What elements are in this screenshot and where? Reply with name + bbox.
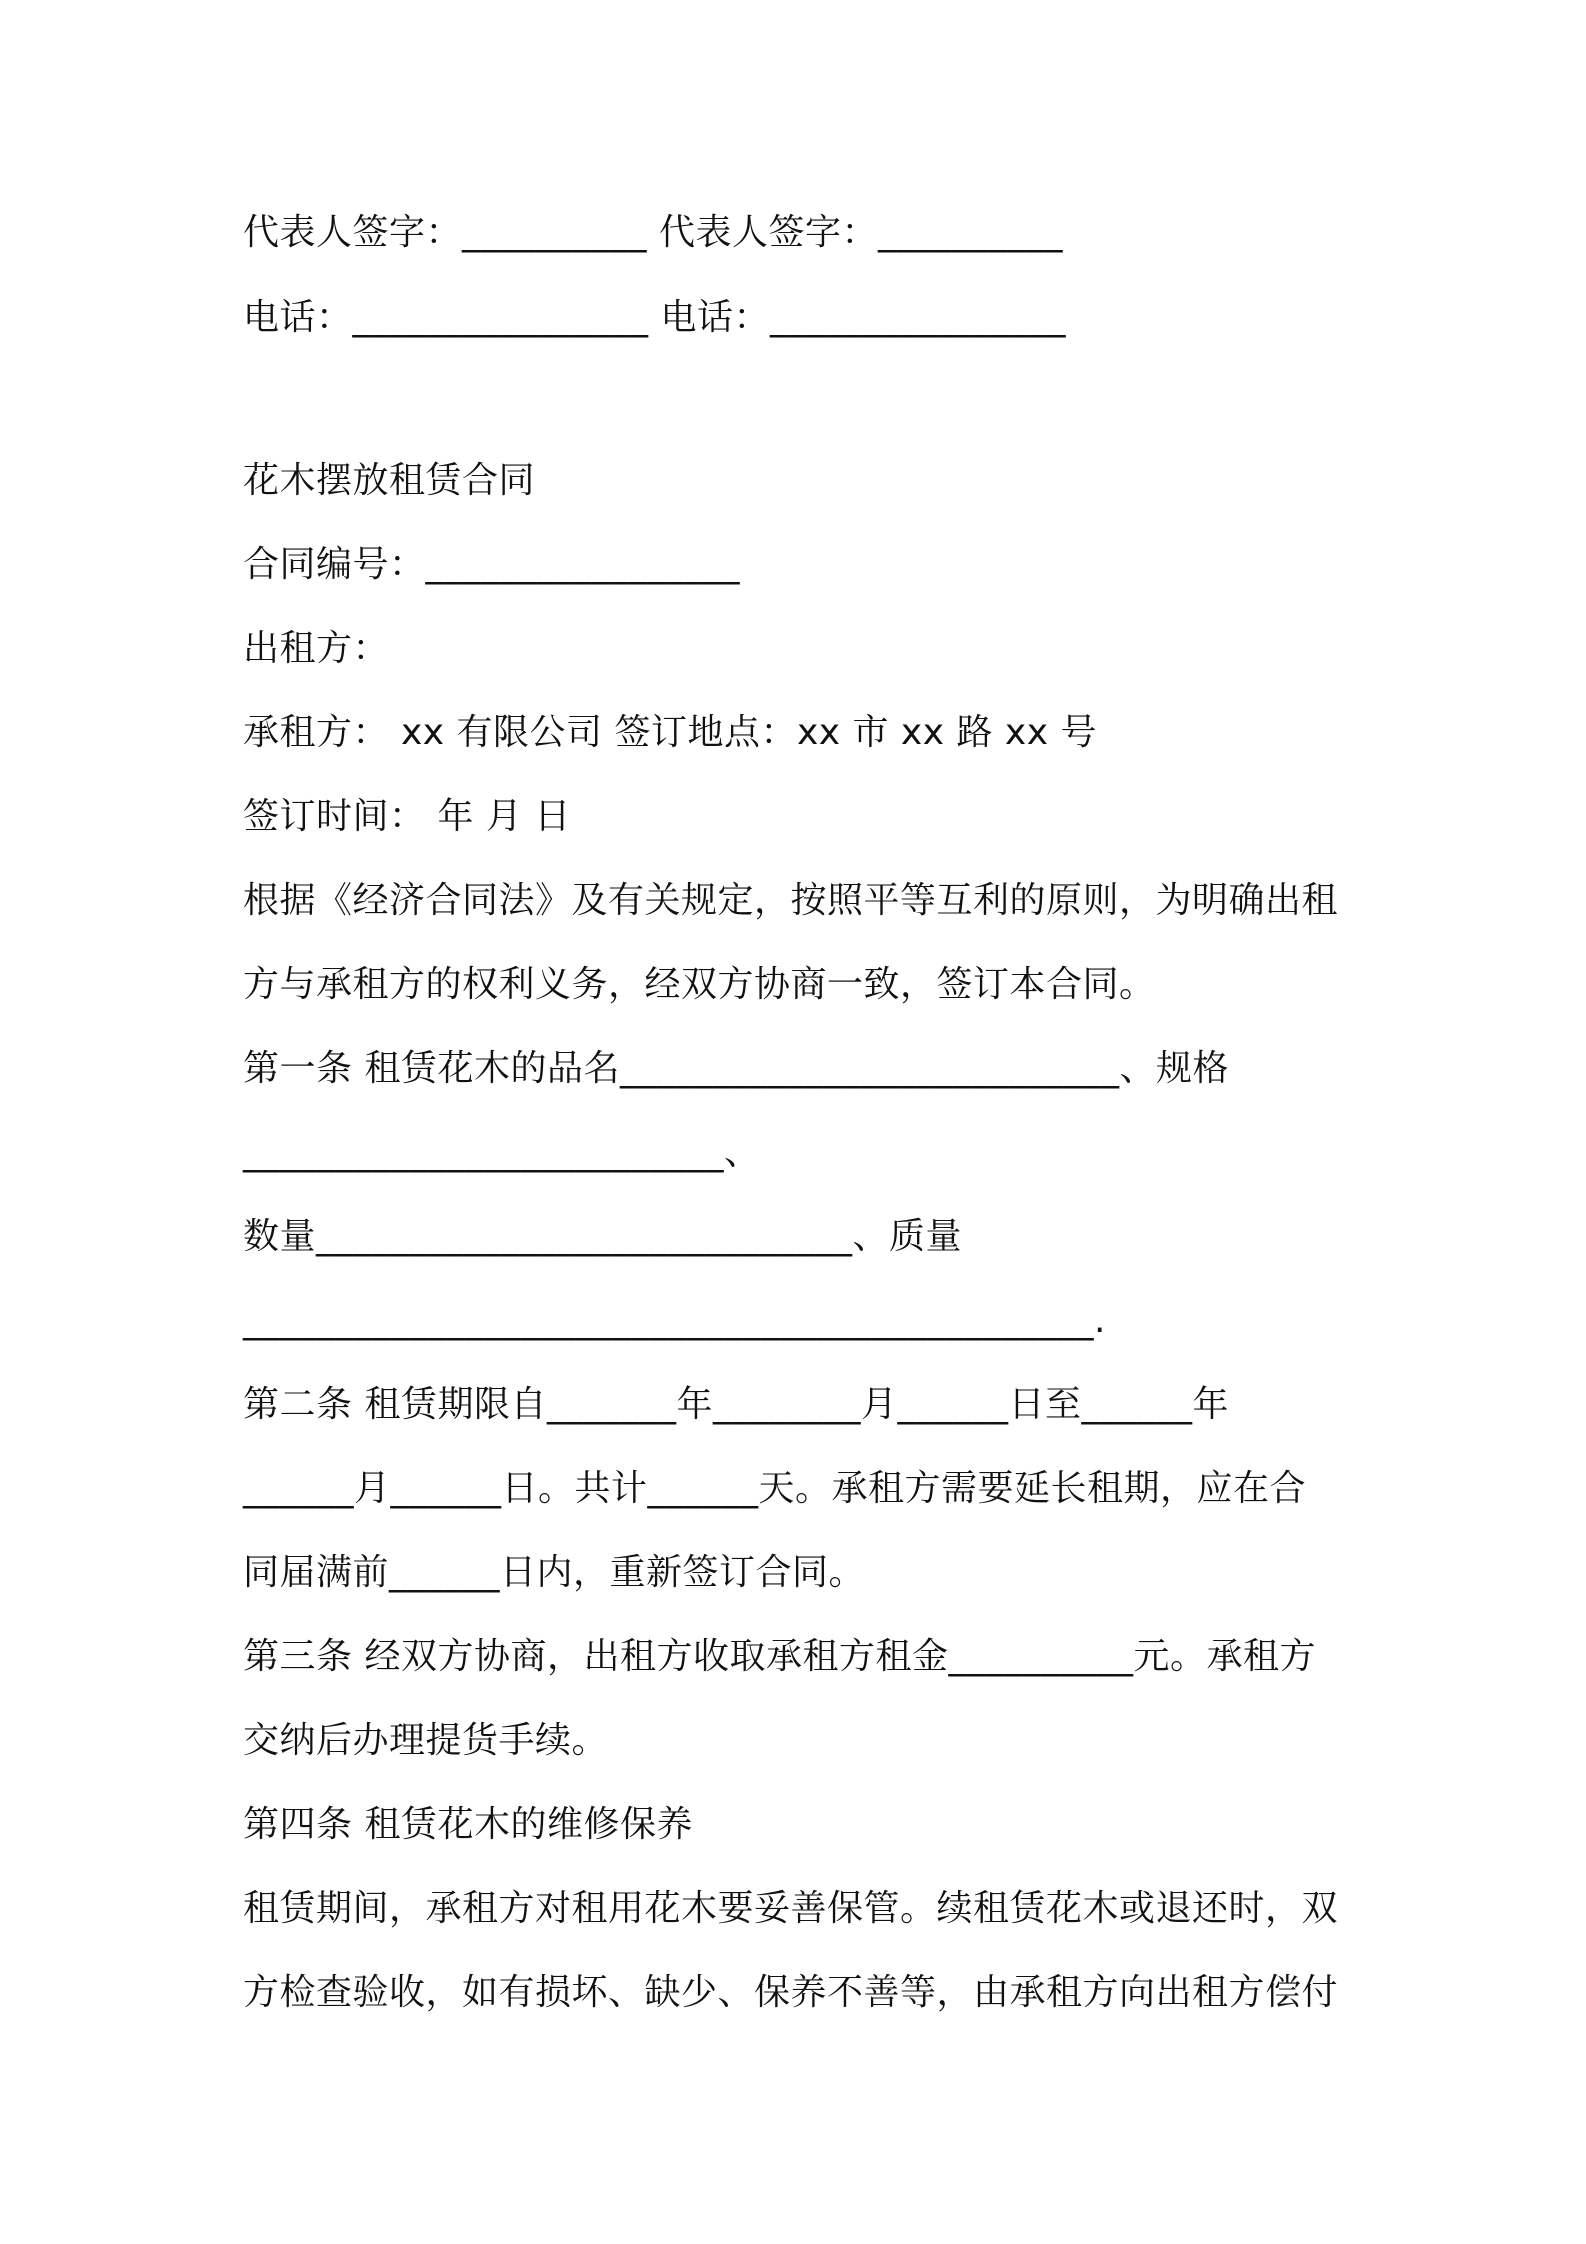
article-3-line-1: 第三条 经双方协商，出租方收取承租方租金__________元。承租方 xyxy=(243,1636,1316,1677)
article-1-line-2: __________________________、 xyxy=(243,1132,761,1173)
article-1-line-1: 第一条 租赁花木的品名___________________________、规格 xyxy=(243,1048,1229,1089)
representative-signature-line: 代表人签字：__________ 代表人签字：__________ xyxy=(243,212,1063,253)
lessee-location-line: 承租方： xx 有限公司 签订地点：xx 市 xx 路 xx 号 xyxy=(243,712,1097,753)
article-1-line-4: ______________________________________________. xyxy=(243,1300,1106,1341)
sign-date-line: 签订时间： 年 月 日 xyxy=(243,796,571,837)
article-2-line-1: 第二条 租赁期限自_______年________月______日至______年 xyxy=(243,1384,1229,1425)
contract-number-line: 合同编号：_________________ xyxy=(243,544,741,585)
article-3-line-2: 交纳后办理提货手续。 xyxy=(243,1720,609,1761)
contract-title: 花木摆放租赁合同 xyxy=(243,460,536,501)
article-4-line-2: 方检查验收，如有损坏、缺少、保养不善等，由承租方向出租方偿付 xyxy=(243,1972,1339,2013)
article-4-heading: 第四条 租赁花木的维修保养 xyxy=(243,1804,693,1845)
preamble-line-2: 方与承租方的权利义务，经双方协商一致，签订本合同。 xyxy=(243,964,1156,1005)
phone-line: 电话：________________ 电话：________________ xyxy=(243,297,1066,338)
article-4-line-1: 租赁期间，承租方对租用花木要妥善保管。续租赁花木或退还时，双 xyxy=(243,1888,1339,1929)
preamble-line-1: 根据《经济合同法》及有关规定，按照平等互利的原则，为明确出租 xyxy=(243,880,1339,921)
article-1-line-3: 数量_____________________________、质量 xyxy=(243,1216,963,1257)
article-2-line-2: ______月______日。共计______天。承租方需要延长租期，应在合 xyxy=(243,1468,1307,1509)
lessor-line: 出租方： xyxy=(243,628,390,669)
article-2-line-3: 同届满前______日内，重新签订合同。 xyxy=(243,1552,866,1593)
